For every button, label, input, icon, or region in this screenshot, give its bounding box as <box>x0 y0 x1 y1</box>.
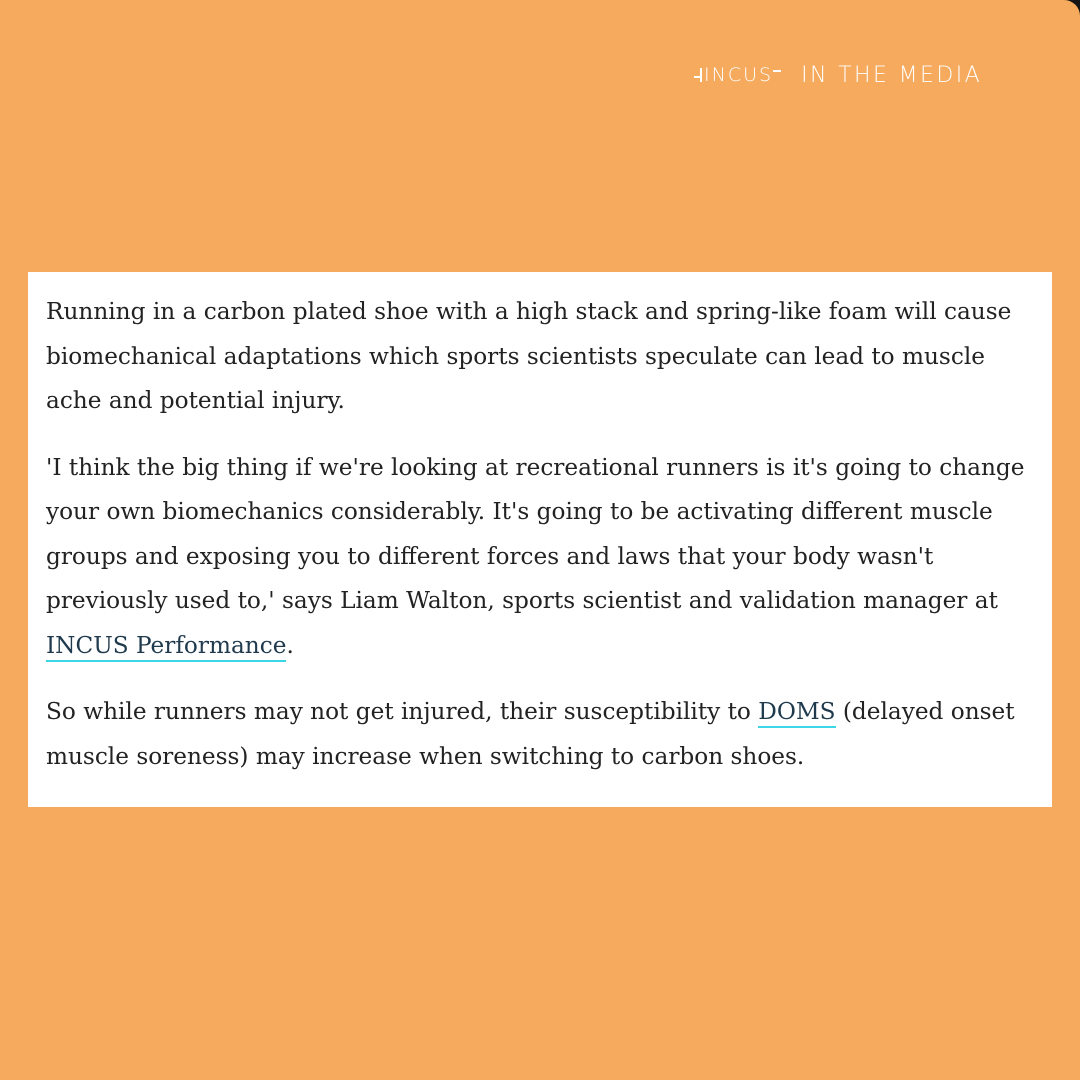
paragraph-2-end: . <box>286 631 294 659</box>
paragraph-3-end: (delayed onset muscle soreness) may increase when switching to carbon shoes. <box>46 698 1015 770</box>
logo-text: INCUS <box>704 64 774 86</box>
paragraph-3 <box>46 690 1034 779</box>
article-excerpt-card <box>28 272 1052 807</box>
in-the-media-tagline: IN THE MEDIA <box>801 62 983 88</box>
incus-logo <box>694 64 783 86</box>
paragraph-1: Running in a carbon plated shoe with a high stack and spring-like foam will cause biomechanical adaptations which sports scientists speculate can lead to muscle ache and potential injury. <box>46 298 1012 414</box>
doms-link[interactable]: DOMS <box>758 698 835 728</box>
logo-right-bracket-icon <box>773 68 783 82</box>
paragraph-2-text: 'I think the big thing if we're looking at recreational runners is it's going to change your own biomechanics considerably. It's going to be activating different muscle groups and exposing you to different forces and laws that your body wasn't previously used to,' says Liam Walton, sports scientist and validation manager at <box>46 453 1025 614</box>
paragraph-2 <box>46 446 1034 669</box>
brand-header <box>694 60 982 90</box>
incus-performance-link[interactable]: INCUS Performance <box>46 632 286 662</box>
paragraph-3-start: So while runners may not get injured, their susceptibility to <box>46 698 759 725</box>
logo-left-bracket-icon <box>694 68 703 82</box>
